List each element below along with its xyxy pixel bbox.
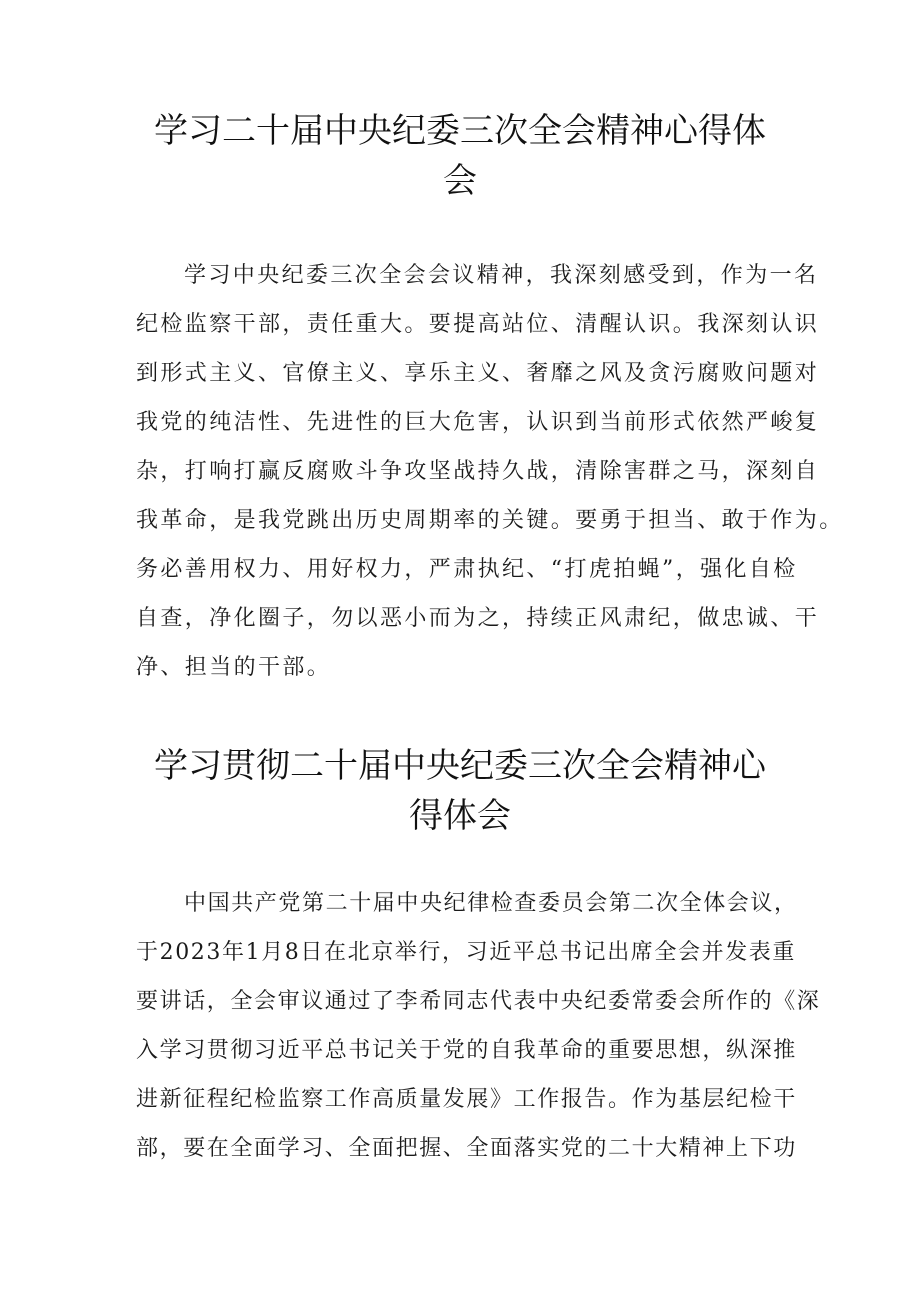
section-1-title	[140, 106, 780, 206]
paragraph-line: 于2023年1月8日在北京举行，习近平总书记出席全会并发表重	[136, 940, 796, 965]
paragraph-line: 净、担当的干部。	[136, 655, 332, 680]
paragraph-line: 学习中央纪委三次全会会议精神，我深刻感受到，作为一名	[184, 263, 819, 288]
paragraph-line: 务必善用权力、用好权力，严肃执纪、“打虎拍蝇”，强化自检	[136, 557, 798, 582]
paragraph-line: 我革命，是我党跳出历史周期率的关键。要勇于担当、敢于作为。	[136, 508, 844, 533]
section-2-title-line: 得体会	[409, 796, 511, 836]
paragraph-line: 我党的纯洁性、先进性的巨大危害，认识到当前形式依然严峻复	[136, 410, 820, 435]
paragraph-line: 部，要在全面学习、全面把握、全面落实党的二十大精神上下功	[136, 1136, 797, 1161]
section-2-paragraph	[136, 879, 821, 1173]
paragraph-line: 要讲话，全会审议通过了李希同志代表中央纪委常委会所作的《深	[136, 989, 821, 1014]
paragraph-line: 纪检监察干部，责任重大。要提高站位、清醒认识。我深刻认识	[136, 312, 820, 337]
section-1-title-line: 学习二十届中央纪委三次全会精神心得体	[154, 111, 766, 151]
paragraph-line: 到形式主义、官僚主义、享乐主义、奢靡之风及贪污腐败问题对	[136, 361, 820, 386]
paragraph-line: 杂，打响打赢反腐败斗争攻坚战持久战，清除害群之马，深刻自	[136, 459, 820, 484]
paragraph-line: 中国共产党第二十届中央纪律检查委员会第二次全体会议，	[184, 891, 798, 916]
section-2-title-line: 学习贯彻二十届中央纪委三次全会精神心	[154, 746, 766, 786]
paragraph-line: 自查，净化圈子，勿以恶小而为之，持续正风肃纪，做忠诚、干	[136, 606, 820, 631]
section-2-title	[140, 741, 780, 841]
section-1-paragraph	[136, 251, 844, 692]
paragraph-line: 进新征程纪检监察工作高质量发展》工作报告。作为基层纪检干	[136, 1087, 797, 1112]
paragraph-line: 入学习贯彻习近平总书记关于党的自我革命的重要思想，纵深推	[136, 1038, 797, 1063]
section-1-title-line: 会	[443, 161, 477, 201]
